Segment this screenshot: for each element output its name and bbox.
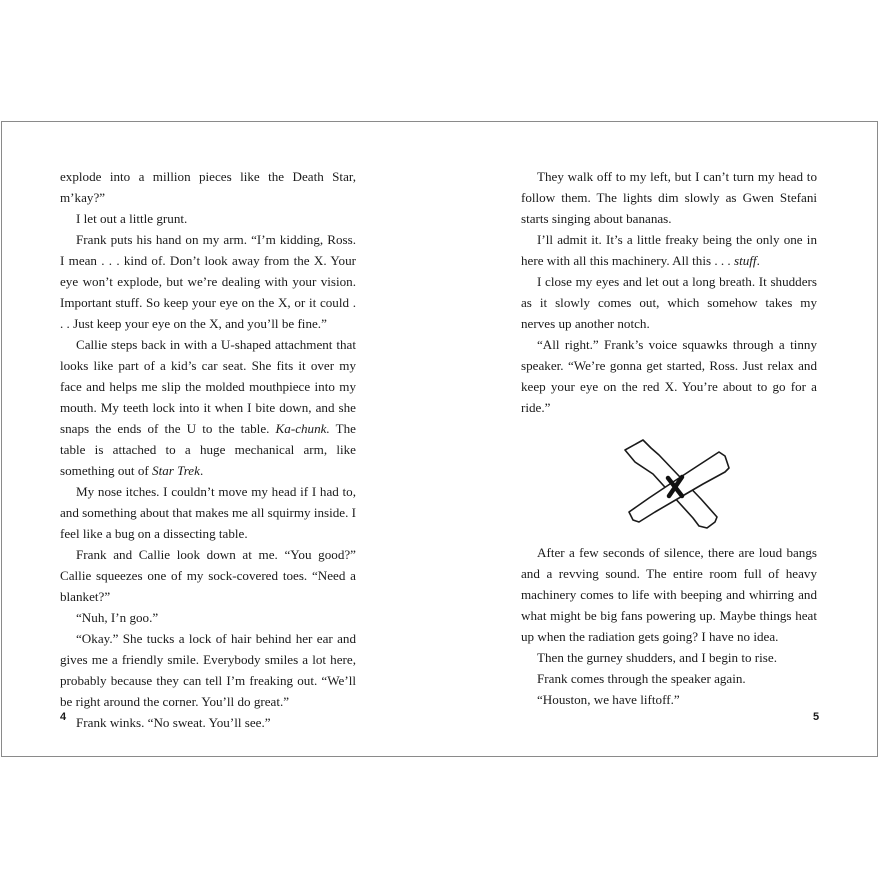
paragraph-text: .	[199, 463, 204, 478]
left-page-text	[60, 166, 356, 733]
paragraph: “All right.” Frank’s voice squawks through a tinny speaker. “We’re gonna get started, Ross. Just relax and keep your eye on the red X. You’re about to go for a ride.”	[521, 337, 817, 415]
paragraph: Frank comes through the speaker again.	[537, 671, 746, 686]
taped-x-icon	[621, 438, 731, 530]
title-reference: Star Trek	[152, 463, 200, 478]
sound-effect: Ka-chunk.	[275, 421, 330, 436]
paragraph: They walk off to my left, but I can’t turn my head to follow them. The lights dim slowly as Gwen Stefani starts singing about bananas.	[521, 169, 817, 226]
page-number: 4	[60, 711, 67, 723]
book-spread	[1, 121, 878, 757]
right-page-text	[521, 166, 817, 710]
paragraph: Frank winks. “No sweat. You’ll see.”	[76, 715, 271, 730]
paragraph: I let out a little grunt.	[76, 211, 188, 226]
paragraph-text: Callie steps back in with a U-shaped attachment that looks like part of a kid’s car seat. She fits it over my face and helps me slip the molded mouthpiece into my mouth. My teeth lock into it when I bite down, and she snaps the ends of the U to the table.	[60, 337, 356, 436]
paragraph-text: .	[756, 253, 760, 268]
paragraph	[60, 334, 356, 481]
paragraph-text: I’ll admit it. It’s a little freaky being the only one in here with all this machinery. All this . . .	[521, 232, 817, 268]
paragraph: After a few seconds of silence, there are loud bangs and a revving sound. The entire room full of heavy machinery comes to life with beeping and whirring and what might be big fans powering up. Maybe things heat up when the radiation gets going? I have no idea.	[521, 545, 817, 644]
illustration	[521, 418, 817, 542]
paragraph: My nose itches. I couldn’t move my head if I had to, and something about that makes me all squirmy inside. I feel like a bug on a dissecting table.	[60, 484, 357, 541]
page-number: 5	[813, 711, 820, 723]
paragraph	[521, 229, 817, 271]
paragraph: Then the gurney shudders, and I begin to rise.	[537, 650, 777, 665]
paragraph: “Houston, we have liftoff.”	[537, 692, 680, 707]
paragraph: Frank puts his hand on my arm. “I’m kidding, Ross. I mean . . . kind of. Don’t look away from the X. Your eye won’t explode, but we’re dealing with your vision. Important stuff. So keep your eye on the X, or it could . . . Just keep your eye on the X, and you’ll be fine.”	[60, 232, 356, 331]
paragraph: I close my eyes and let out a long breath. It shudders as it slowly comes out, which somehow takes my nerves up another notch.	[521, 274, 817, 331]
emphasis: stuff	[734, 253, 757, 268]
paragraph-text: The table is attached to a huge mechanical arm, like something out of	[60, 421, 356, 478]
paragraph: “Okay.” She tucks a lock of hair behind her ear and gives me a friendly smile. Everybody smiles a lot here, probably because they can tell I’m freaking out. “We’ll be right around the corner. You’ll do great.”	[60, 631, 356, 709]
paragraph: explode into a million pieces like the Death Star, m’kay?”	[60, 169, 356, 205]
paragraph: “Nuh, I’n goo.”	[76, 610, 159, 625]
paragraph: Frank and Callie look down at me. “You good?” Callie squeezes one of my sock-covered toes. “Need a blanket?”	[60, 547, 356, 604]
